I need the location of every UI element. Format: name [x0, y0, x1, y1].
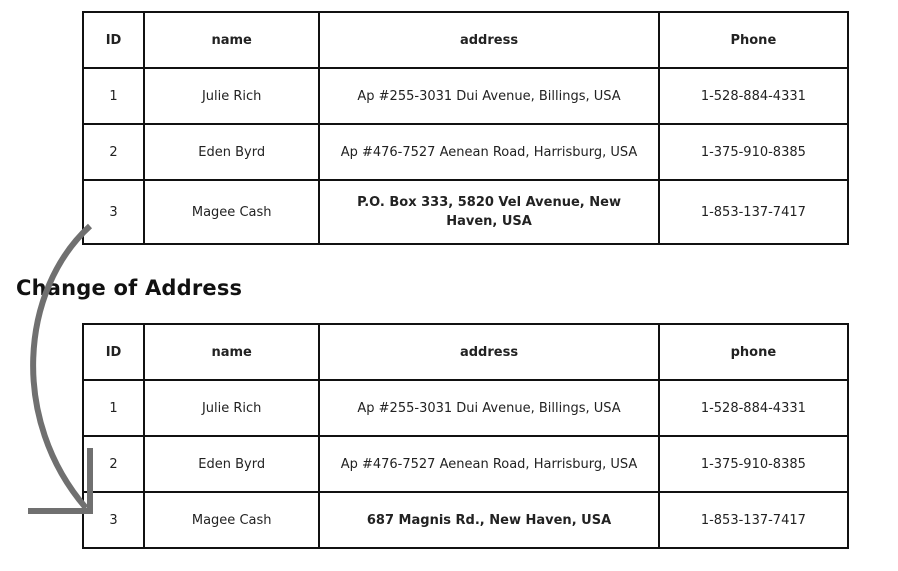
cell-name: Julie Rich — [144, 68, 319, 124]
cell-id: 2 — [83, 436, 144, 492]
cell-name: Julie Rich — [144, 380, 319, 436]
cell-id: 1 — [83, 380, 144, 436]
header-row — [83, 324, 848, 380]
header-phone: Phone — [659, 12, 848, 68]
cell-phone: 1-853-137-7417 — [659, 180, 848, 244]
cell-address: Ap #255-3031 Dui Avenue, Billings, USA — [319, 68, 658, 124]
table-row — [83, 68, 848, 124]
cell-name: Magee Cash — [144, 180, 319, 244]
table-row — [83, 180, 848, 244]
header-address: address — [319, 324, 658, 380]
table-before — [82, 11, 849, 245]
cell-phone: 1-375-910-8385 — [659, 436, 848, 492]
cell-address-old: P.O. Box 333, 5820 Vel Avenue, New Haven, USA — [319, 180, 658, 244]
table-row — [83, 492, 848, 548]
cell-phone: 1-528-884-4331 — [659, 68, 848, 124]
cell-address: Ap #255-3031 Dui Avenue, Billings, USA — [319, 380, 658, 436]
arrow-head — [28, 448, 90, 511]
cell-id: 2 — [83, 124, 144, 180]
table-after — [82, 323, 849, 549]
header-address: address — [319, 12, 658, 68]
cell-id: 3 — [83, 492, 144, 548]
cell-address-new: 687 Magnis Rd., New Haven, USA — [319, 492, 658, 548]
caption-title: Change of Address — [16, 276, 243, 300]
cell-name: Magee Cash — [144, 492, 319, 548]
cell-phone: 1-853-137-7417 — [659, 492, 848, 548]
cell-name: Eden Byrd — [144, 124, 319, 180]
cell-address: Ap #476-7527 Aenean Road, Harrisburg, USA — [319, 124, 658, 180]
table-row — [83, 436, 848, 492]
cell-id: 3 — [83, 180, 144, 244]
header-id: ID — [83, 324, 144, 380]
header-row — [83, 12, 848, 68]
table-row — [83, 124, 848, 180]
header-name: name — [144, 324, 319, 380]
cell-address: Ap #476-7527 Aenean Road, Harrisburg, USA — [319, 436, 658, 492]
cell-phone: 1-375-910-8385 — [659, 124, 848, 180]
cell-name: Eden Byrd — [144, 436, 319, 492]
cell-id: 1 — [83, 68, 144, 124]
header-name: name — [144, 12, 319, 68]
table-row — [83, 380, 848, 436]
header-id: ID — [83, 12, 144, 68]
cell-phone: 1-528-884-4331 — [659, 380, 848, 436]
header-phone: phone — [659, 324, 848, 380]
